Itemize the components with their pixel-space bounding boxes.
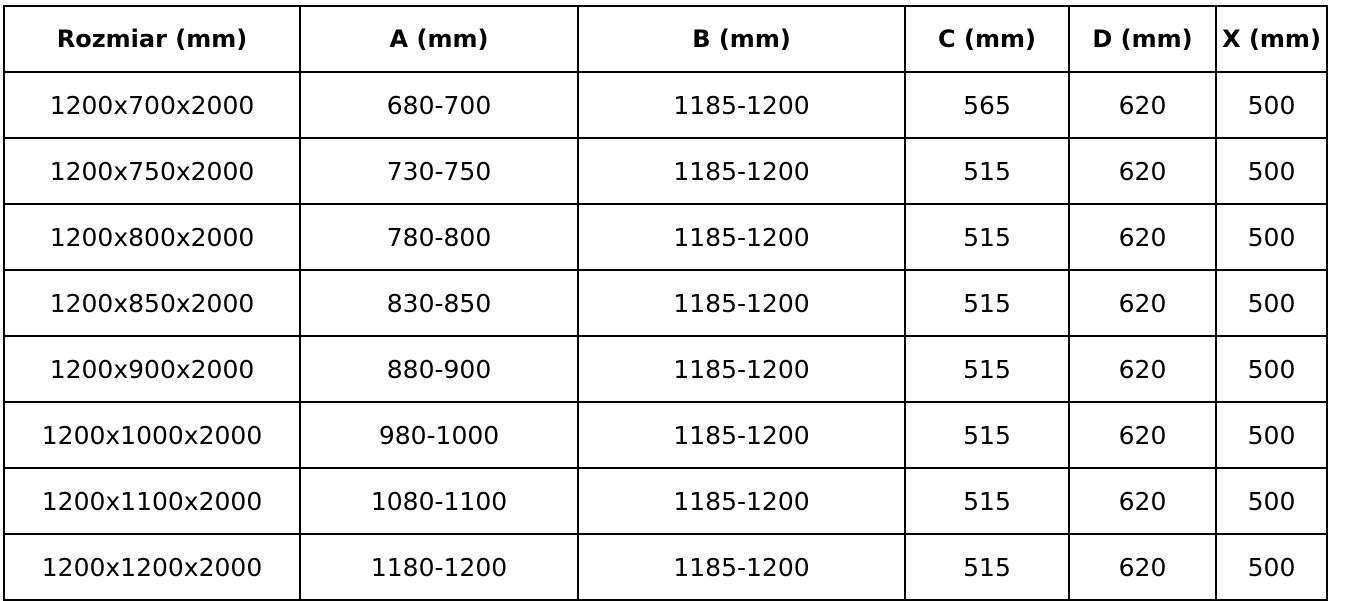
cell-c: 515 [905, 204, 1069, 270]
table-row [4, 336, 1327, 402]
cell-c: 515 [905, 402, 1069, 468]
cell-d: 620 [1069, 534, 1216, 600]
cell-x: 500 [1216, 72, 1327, 138]
cell-c: 515 [905, 270, 1069, 336]
cell-d: 620 [1069, 138, 1216, 204]
column-header-d: D (mm) [1069, 6, 1216, 72]
cell-rozmiar: 1200x750x2000 [4, 138, 300, 204]
cell-a: 730-750 [300, 138, 578, 204]
table-row [4, 72, 1327, 138]
cell-c: 515 [905, 336, 1069, 402]
cell-d: 620 [1069, 72, 1216, 138]
cell-x: 500 [1216, 468, 1327, 534]
cell-d: 620 [1069, 270, 1216, 336]
cell-x: 500 [1216, 402, 1327, 468]
cell-c: 515 [905, 534, 1069, 600]
cell-b: 1185-1200 [578, 402, 905, 468]
table-row [4, 534, 1327, 600]
cell-c: 565 [905, 72, 1069, 138]
cell-d: 620 [1069, 336, 1216, 402]
cell-a: 680-700 [300, 72, 578, 138]
cell-b: 1185-1200 [578, 72, 905, 138]
cell-rozmiar: 1200x800x2000 [4, 204, 300, 270]
cell-a: 980-1000 [300, 402, 578, 468]
cell-b: 1185-1200 [578, 336, 905, 402]
cell-a: 1080-1100 [300, 468, 578, 534]
cell-x: 500 [1216, 336, 1327, 402]
cell-a: 880-900 [300, 336, 578, 402]
cell-a: 1180-1200 [300, 534, 578, 600]
table-row [4, 402, 1327, 468]
cell-rozmiar: 1200x700x2000 [4, 72, 300, 138]
column-header-b: B (mm) [578, 6, 905, 72]
cell-d: 620 [1069, 204, 1216, 270]
dimensions-table [3, 5, 1328, 601]
cell-rozmiar: 1200x850x2000 [4, 270, 300, 336]
table-row [4, 468, 1327, 534]
cell-x: 500 [1216, 534, 1327, 600]
cell-a: 830-850 [300, 270, 578, 336]
cell-rozmiar: 1200x1200x2000 [4, 534, 300, 600]
cell-b: 1185-1200 [578, 468, 905, 534]
table-row [4, 204, 1327, 270]
column-header-rozmiar: Rozmiar (mm) [4, 6, 300, 72]
cell-c: 515 [905, 138, 1069, 204]
cell-rozmiar: 1200x1000x2000 [4, 402, 300, 468]
table-header-row [4, 6, 1327, 72]
cell-a: 780-800 [300, 204, 578, 270]
column-header-x: X (mm) [1216, 6, 1327, 72]
cell-x: 500 [1216, 204, 1327, 270]
size-table-container [0, 5, 1355, 596]
table-row [4, 138, 1327, 204]
cell-b: 1185-1200 [578, 138, 905, 204]
cell-x: 500 [1216, 138, 1327, 204]
table-row [4, 270, 1327, 336]
cell-b: 1185-1200 [578, 204, 905, 270]
cell-c: 515 [905, 468, 1069, 534]
cell-d: 620 [1069, 402, 1216, 468]
column-header-c: C (mm) [905, 6, 1069, 72]
cell-d: 620 [1069, 468, 1216, 534]
cell-rozmiar: 1200x1100x2000 [4, 468, 300, 534]
cell-b: 1185-1200 [578, 534, 905, 600]
cell-rozmiar: 1200x900x2000 [4, 336, 300, 402]
cell-x: 500 [1216, 270, 1327, 336]
cell-b: 1185-1200 [578, 270, 905, 336]
column-header-a: A (mm) [300, 6, 578, 72]
